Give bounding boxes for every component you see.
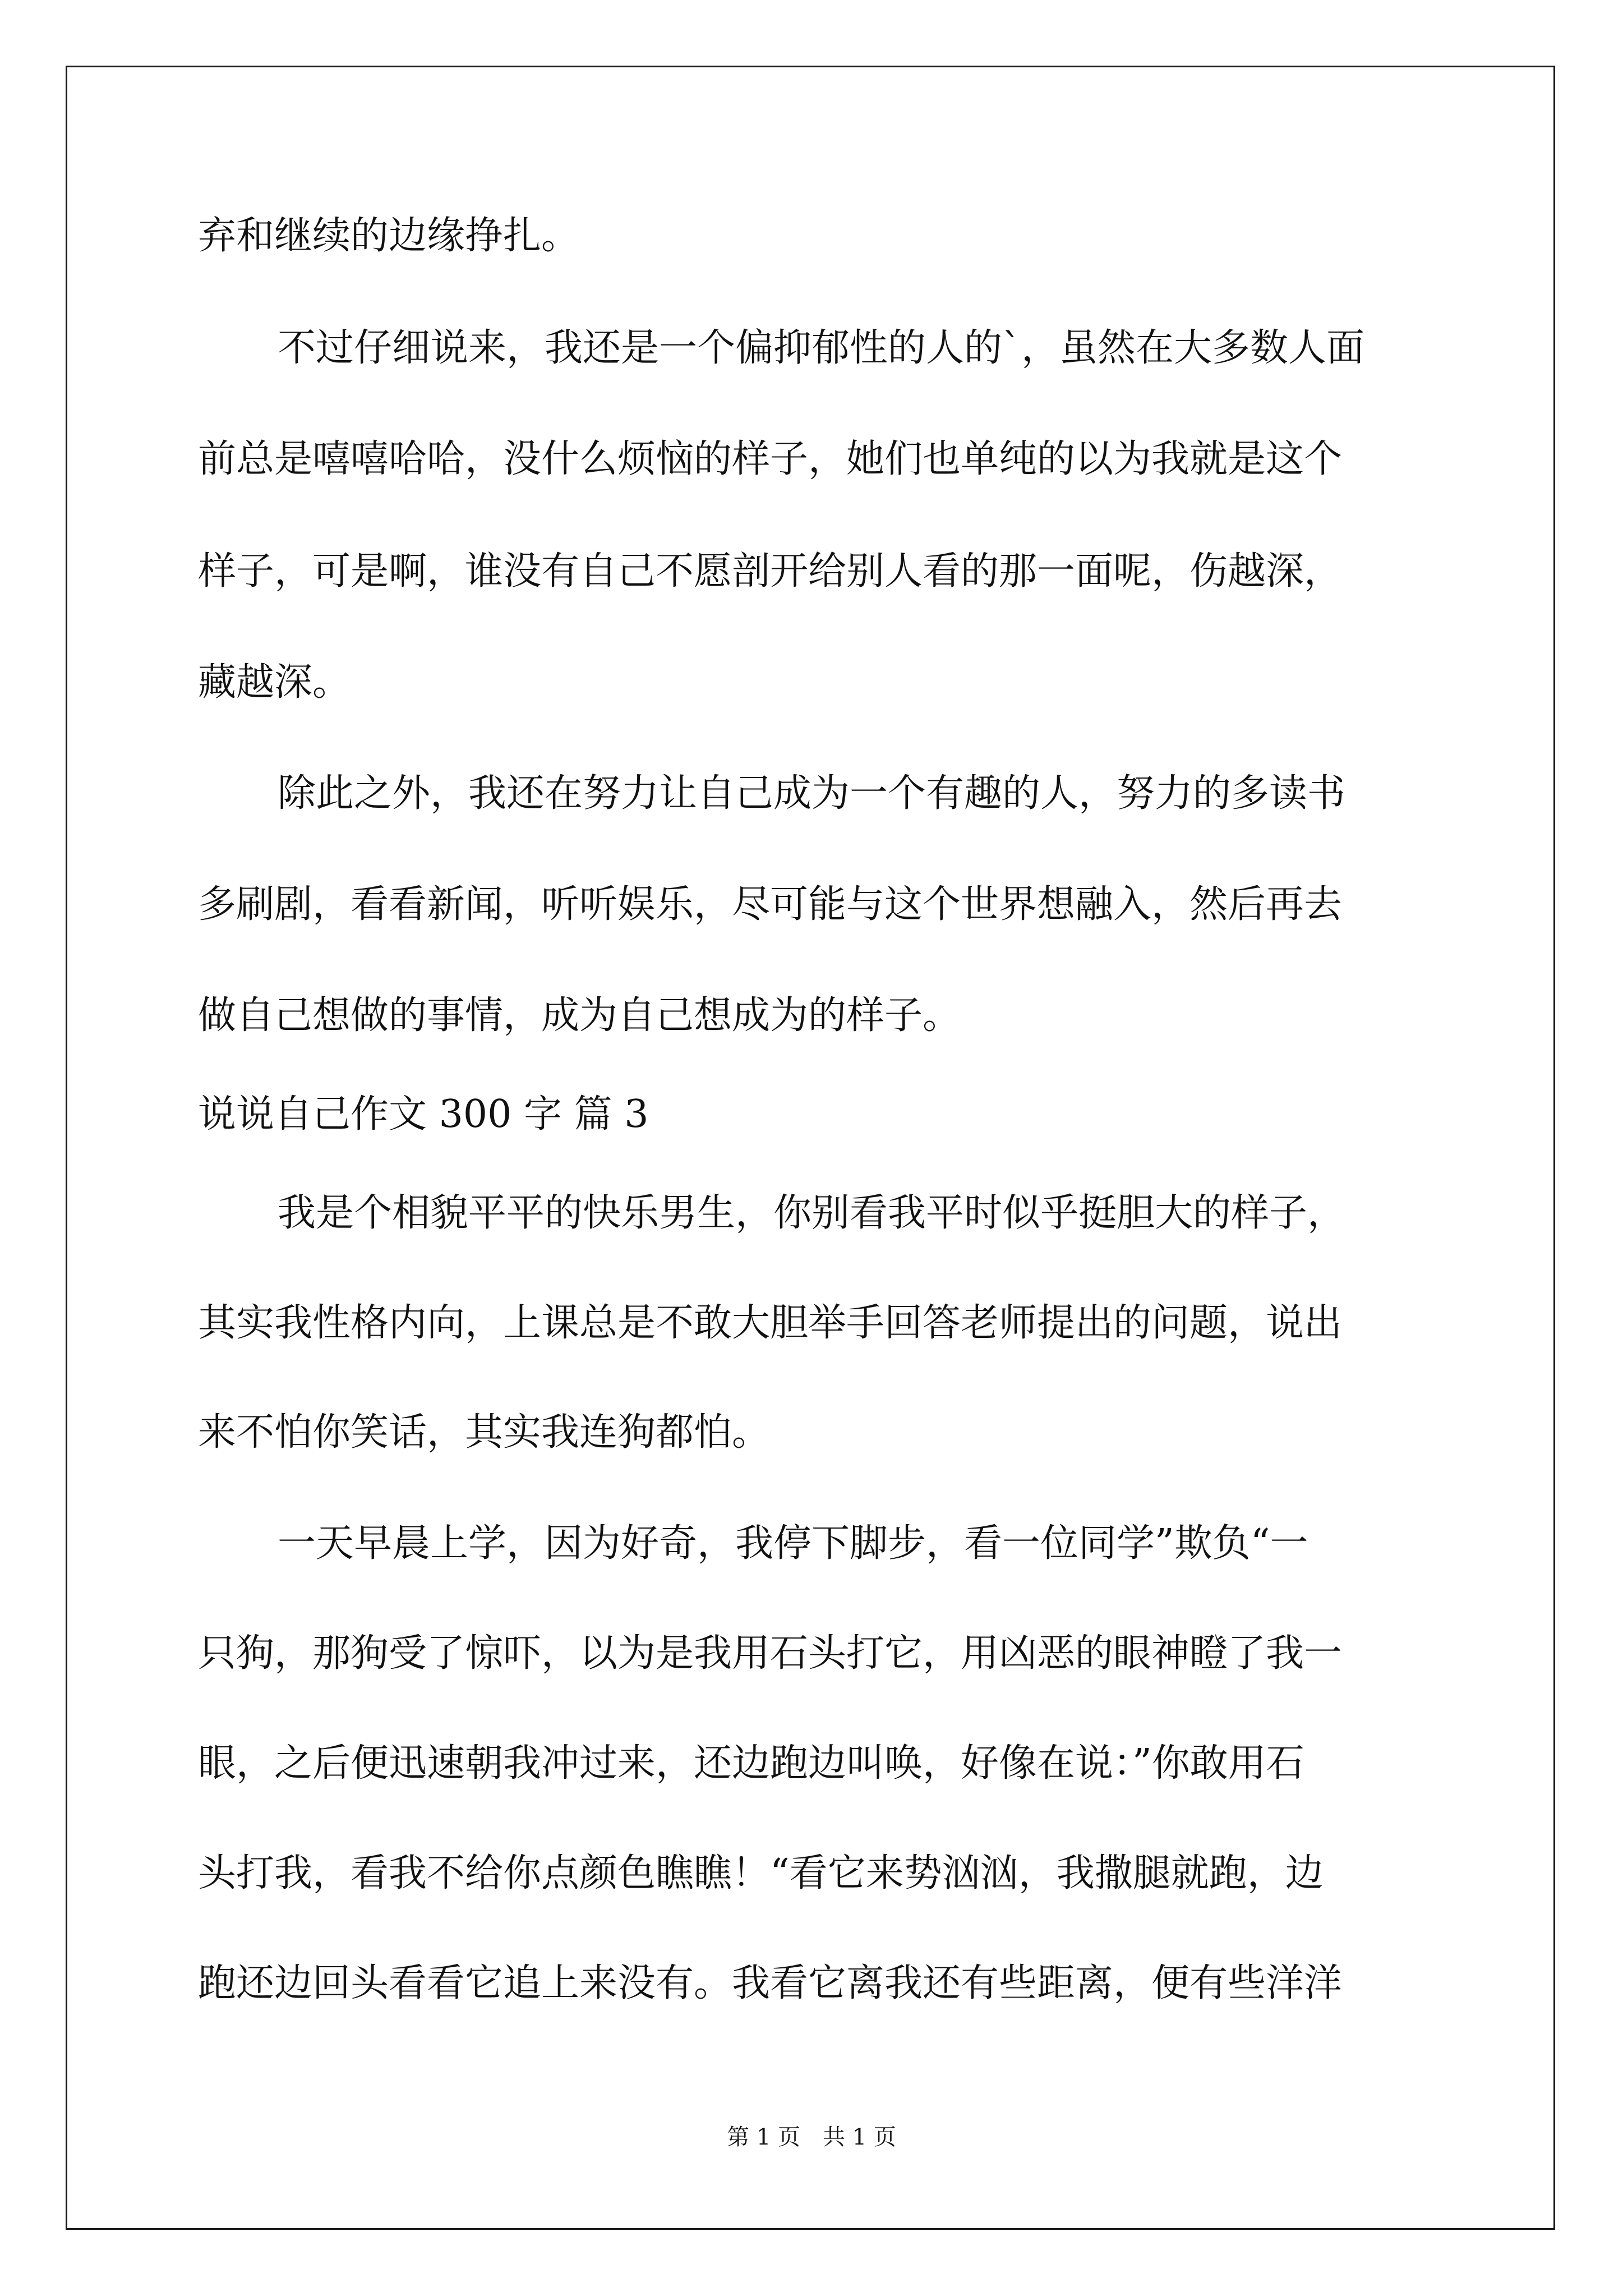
text-line: 只狗，那狗受了惊吓，以为是我用石头打它，用凶恶的眼神瞪了我一 [198,1631,1343,1676]
text-line: 前总是嘻嘻哈哈，没什么烦恼的样子，她们也单纯的以为我就是这个 [198,437,1343,481]
text-line: 来不怕你笑话，其实我连狗都怕。 [198,1410,771,1455]
page-total: 共 1 页 [823,2124,896,2150]
text-line: 藏越深。 [198,660,351,705]
page-number: 第 1 页 [727,2124,800,2150]
text-line: 多刷剧，看看新闻，听听娱乐，尽可能与这个世界想融入，然后再去 [198,882,1343,927]
page-footer [0,2126,1623,2148]
paragraph-start-line: 除此之外，我还在努力让自己成为一个有趣的人，努力的多读书 [278,771,1346,816]
text-line: 其实我性格内向，上课总是不敢大胆举手回答老师提出的问题，说出 [198,1301,1343,1345]
text-line: 眼，之后便迅速朝我冲过来，还边跑边叫唤，好像在说：”你敢用石 [198,1741,1304,1786]
paragraph-start-line: 一天早晨上学，因为好奇，我停下脚步，看一位同学”欺负“一 [278,1521,1308,1566]
page-border [66,66,1555,2230]
text-line: 做自己想做的事情，成为自己想成为的样子。 [198,993,961,1038]
text-line: 头打我，看我不给你点颜色瞧瞧！“看它来势汹汹，我撒腿就跑，边 [198,1851,1324,1895]
section-heading: 说说自己作文 300 字 篇 3 [198,1092,649,1137]
text-line: 弃和继续的边缘挣扎。 [198,214,580,258]
text-line: 样子，可是啊，谁没有自己不愿剖开给别人看的那一面呢，伤越深， [198,549,1343,593]
paragraph-start-line: 不过仔细说来，我还是一个偏抑郁性的人的`，虽然在大多数人面 [278,326,1365,370]
text-line: 跑还边回头看看它追上来没有。我看它离我还有些距离，便有些洋洋 [198,1961,1343,2005]
paragraph-start-line: 我是个相貌平平的快乐男生，你别看我平时似乎挺胆大的样子， [278,1191,1346,1235]
